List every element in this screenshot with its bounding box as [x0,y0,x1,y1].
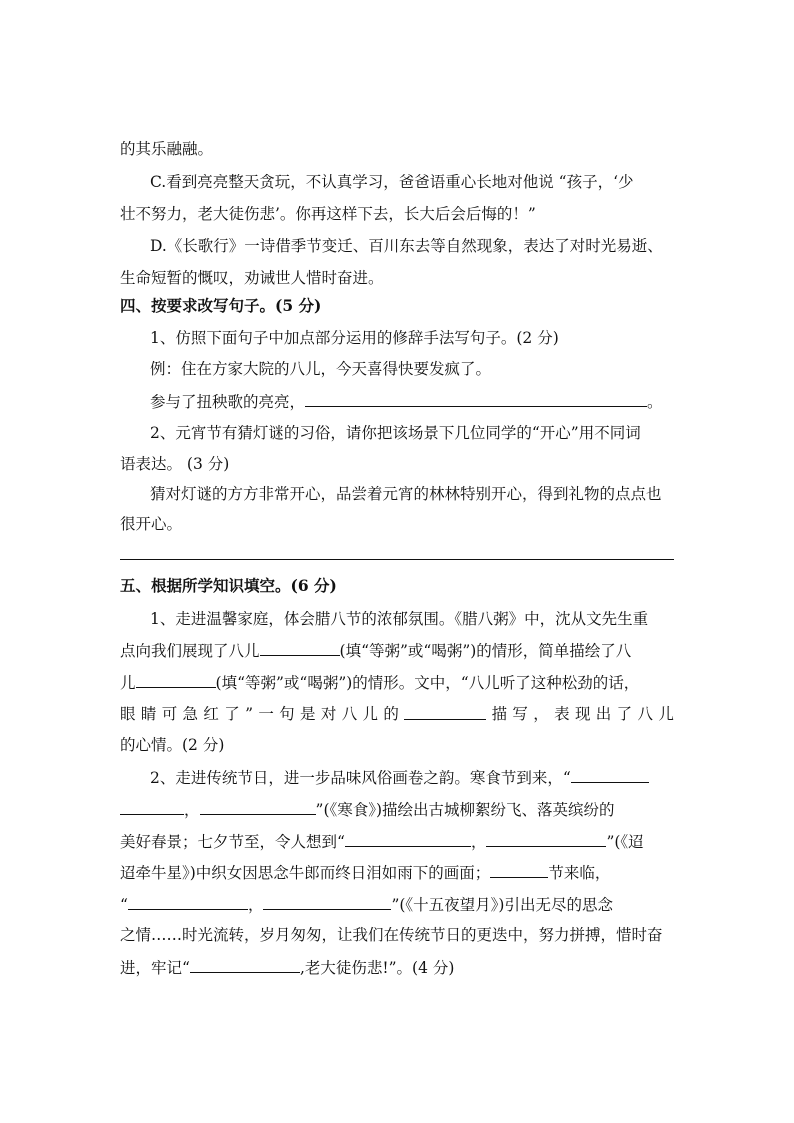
text-line [120,640,631,661]
text-span: ,老大徒伤悲!”。(4 分) [299,959,455,977]
answer-blank[interactable] [136,672,216,688]
question-4-1: 1、仿照下面句子中加点部分运用的修辞手法写句子。(2 分) [150,329,559,347]
question-5-2 [150,767,649,788]
text-line [120,862,610,883]
text-line [120,831,644,852]
text-line: 壮不努力，老大徒伤悲’。你再这样下去，长大后会后悔的！” [120,205,536,223]
char: 写 [512,705,528,723]
char: 儿 [658,705,674,723]
text-line [120,957,454,978]
answer-line[interactable] [120,559,674,560]
text-span: ”(《迢 [606,833,644,851]
rewrite-line [150,391,663,412]
text-line [120,894,613,915]
text-line [120,672,639,693]
text-span: 节来临， [548,864,611,882]
question-5-1: 1、走进温馨家庭，体会腊八节的浓郁氛围。《腊八粥》中，沈从文先生重 [150,610,649,628]
char: 是 [300,705,316,723]
text-line: 猜对灯谜的方方非常开心，品尝着元宵的林林特别开心，得到礼物的点点也 [150,485,662,503]
char: 睛 [140,705,157,723]
char: 八 [341,705,358,723]
char: 的 [383,705,399,723]
option-d-line: D.《长歌行》一诗借季节变迁、百川东去等自然现象，表达了对时光易逝、 [150,237,663,255]
char: 儿 [362,705,379,723]
text-span: ， [184,801,200,819]
text-span: (填“等粥”或“喝粥”)的情形。文中，“八儿听了这种松劲的话， [215,674,640,692]
char: 红 [203,705,219,723]
text-span: 美好春景；七夕节至，令人想到“ [120,833,345,851]
text-span: ， [247,896,264,914]
text-span: 迢牵牛星》)中织女因思念牛郎而终日泪如雨下的画面； [120,864,491,882]
answer-blank[interactable] [190,957,300,973]
answer-blank[interactable] [263,894,391,910]
char: 对 [320,705,337,723]
section-5-title: 五、根据所学知识填空。(6 分) [120,576,337,595]
char: 句 [279,705,295,723]
char: 表 [554,705,570,723]
char: 现 [574,705,591,723]
answer-blank[interactable] [404,704,486,720]
text-span: 点向我们展现了八儿 [120,642,260,660]
answer-blank[interactable] [305,391,647,407]
char: 一 [258,705,274,723]
text-span: “ [120,896,128,914]
answer-blank[interactable] [571,767,649,783]
char: ” [245,705,253,723]
text-line: 生命短暂的慨叹，劝诫世人惜时奋进。 [120,269,384,287]
char: 了 [616,705,633,723]
char: 了 [224,705,240,723]
section-4-title: 四、按要求改写句子。(5 分) [120,296,322,315]
char: 急 [182,705,199,723]
answer-blank[interactable] [486,831,606,847]
text-line: 的心情。(2 分) [120,736,225,754]
rewrite-prompt: 参与了扭秧歌的亮亮， [150,393,306,411]
answer-blank[interactable] [200,799,316,815]
example-sentence: 例：住在方家大院的八儿，今天喜得快要发疯了。 [150,360,492,378]
text-span: 进，牢记“ [120,959,190,977]
char: 描 [491,705,508,723]
question-4-2: 2、元宵节有猜灯谜的习俗，请你把该场景下几位同学的“开心”用不同词 [150,424,641,442]
char: 眼 [120,705,136,723]
text-line [120,799,615,820]
text-line: 之情……时光流转，岁月匆匆，让我们在传统节日的更迭中，努力拼搏，惜时奋 [120,926,663,944]
char: 八 [637,705,653,723]
option-c-line: C.看到亮亮整天贪玩，不认真学习，爸爸语重心长地对他说 “孩子，‘少 [150,173,634,191]
text-span: 儿 [120,674,136,692]
answer-blank[interactable] [128,894,248,910]
answer-blank[interactable] [260,640,340,656]
char: ， [533,705,549,723]
text-line: 语表达。 (3 分) [120,455,230,473]
answer-blank[interactable] [345,831,471,847]
answer-blank[interactable] [120,799,184,815]
text-line: 的其乐融融。 [120,140,214,158]
char: 可 [161,705,178,723]
answer-blank[interactable] [490,862,548,878]
text-span: ， [470,833,487,851]
text-span: ”(《寒食》)描绘出古城柳絮纷飞、落英缤纷的 [315,801,615,819]
text-span: ”(《十五夜望月》)引出无尽的思念 [391,896,613,914]
text-span: 2、走进传统节日，进一步品味风俗画卷之韵。寒食节到来，“ [150,769,571,787]
period: 。 [647,393,663,411]
text-span: (填“等粥”或“喝粥”)的情形，简单描绘了八 [339,642,632,660]
text-line-justified [120,704,674,724]
char: 出 [595,705,612,723]
text-line: 很开心。 [120,515,183,533]
